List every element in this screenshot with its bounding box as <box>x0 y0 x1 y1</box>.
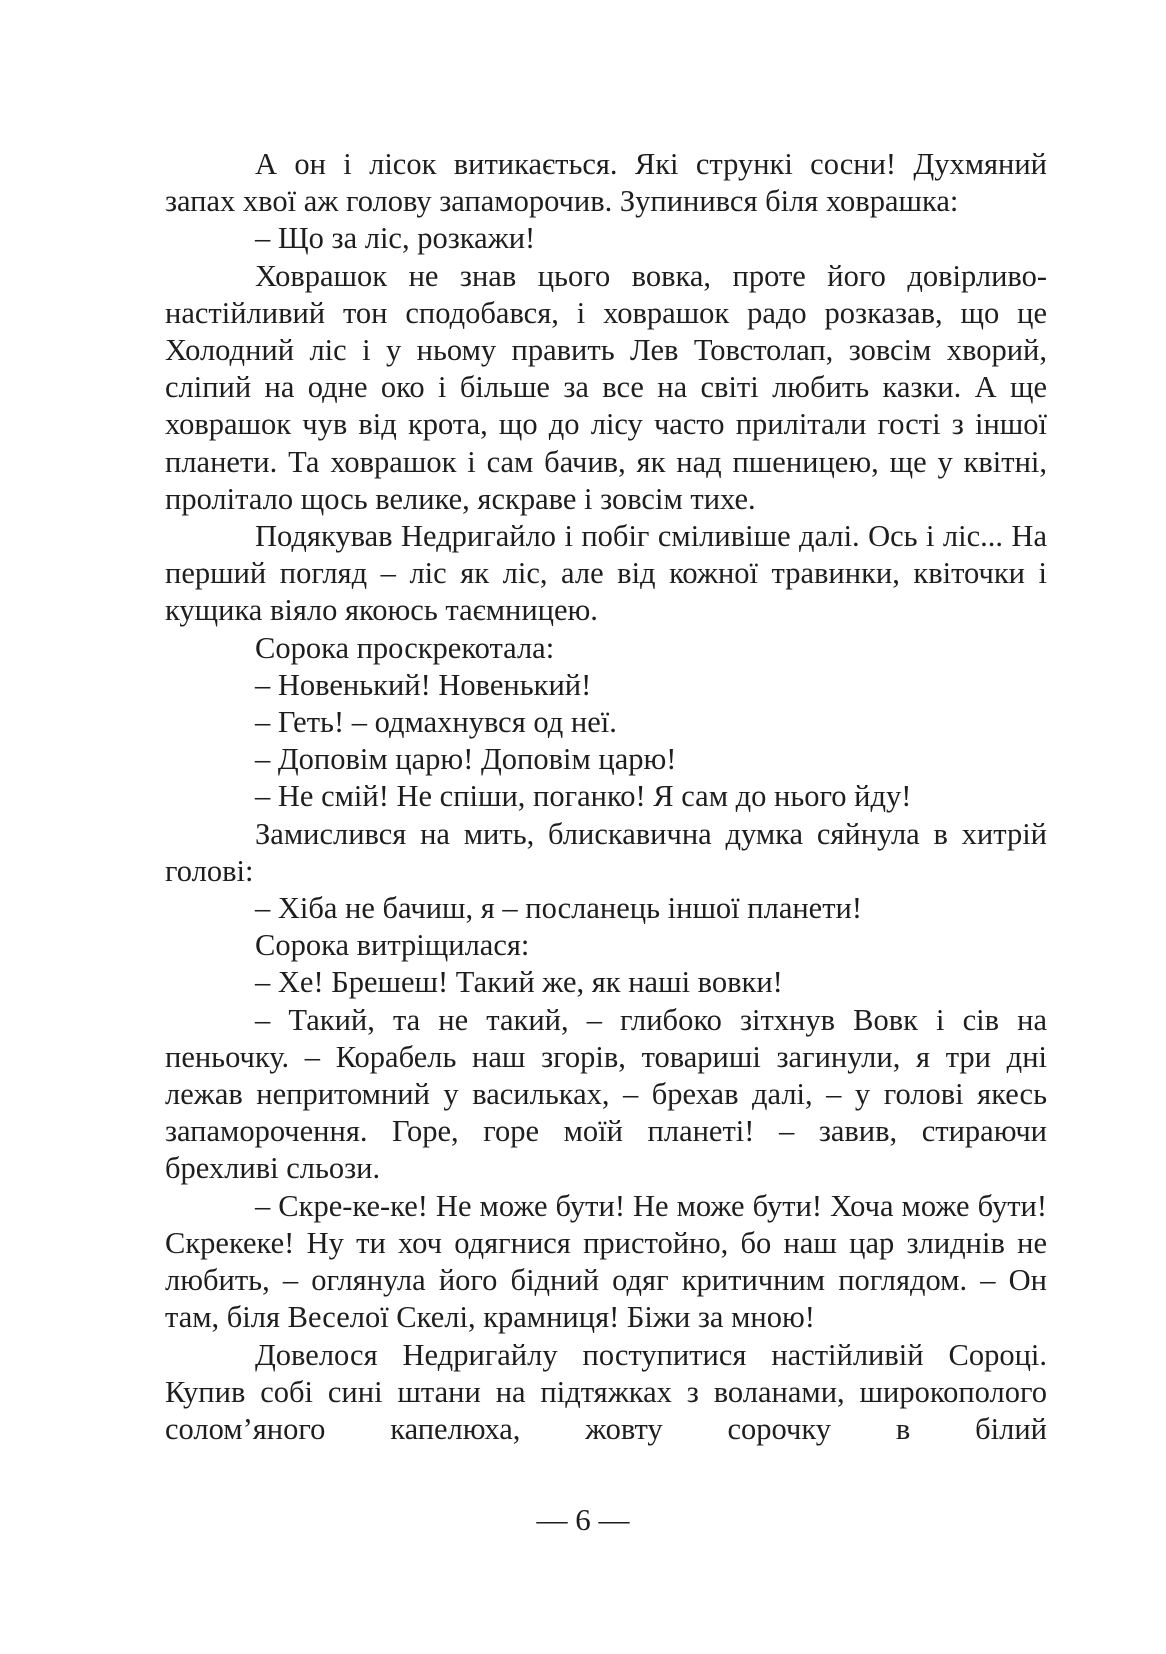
paragraph: – Хе! Брешеш! Такий же, як наші вовки! <box>255 965 783 1000</box>
paragraph: – Геть! – одмахнувся од неї. <box>255 705 617 740</box>
paragraph: – Хіба не бачиш, я – посланець іншої планети! <box>255 891 863 926</box>
paragraph: Замислився на мить, блискавична думка сяйнула в хитрій голові: <box>165 816 1047 888</box>
paragraph: Сорока проскрекотала: <box>255 630 555 665</box>
paragraph: Довелося Недригайлу поступитися настійливій Сороці. Купив собі сині штани на підтяжках з воланами, широкополого солом’яного капелюха, жовту сорочку в білий <box>165 1337 1047 1446</box>
paragraph: – Доповім царю! Доповім царю! <box>255 742 677 777</box>
body-text <box>165 146 1047 1448</box>
paragraph: А он і лісок витикається. Які стрункі сосни! Духмяний запах хвої аж голову запаморочив. Зупинився біля ховрашка: <box>165 147 1047 219</box>
paragraph: – Такий, та не такий, – глибоко зітхнув Вовк і сів на пеньочку. – Корабель наш згорів, товариші загинули, я три дні лежав непритомний у васильках, – брехав далі, – у голові якесь запаморочення. Горе, горе моїй планеті! – завив, стираючи брехливі сльози. <box>165 1002 1047 1186</box>
paragraph: Подякував Недригайло і побіг сміливіше далі. Ось і ліс... На перший погляд – ліс як ліс, але від кожної травинки, квіточки і кущика віяло якоюсь таємницею. <box>165 519 1047 628</box>
paragraph: Сорока витріщилася: <box>255 928 530 963</box>
paragraph: Ховрашок не знав цього вовка, проте його довірливо-настійливий тон сподобався, і ховрашок радо розказав, що це Холодний ліс і у ньому править Лев Товстолап, зовсім хворий, сліпий на одне око і більше за все на світі любить казки. А ще ховрашок чув від крота, що до лісу часто прилітали гості з іншої планети. Та ховрашок і сам бачив, як над пшеницею, ще у квітні, пролітало щось велике, яскраве і зовсім тихе. <box>165 258 1047 516</box>
paragraph: – Новенький! Новенький! <box>255 667 592 702</box>
paragraph: – Не смій! Не спіши, поганко! Я сам до нього йду! <box>255 779 912 814</box>
paragraph: – Скре-ке-ке! Не може бути! Не може бути! Хоча може бути! Скрекеке! Ну ти хоч одягнися пристойно, бо наш цар злиднів не любить, – оглянула його бідний одяг критичним поглядом. – Он там, біля Веселої Скелі, крамниця! Біжи за мною! <box>165 1188 1047 1335</box>
paragraph: – Що за ліс, розкажи! <box>255 221 536 256</box>
page-number: — 6 — <box>536 1502 630 1537</box>
